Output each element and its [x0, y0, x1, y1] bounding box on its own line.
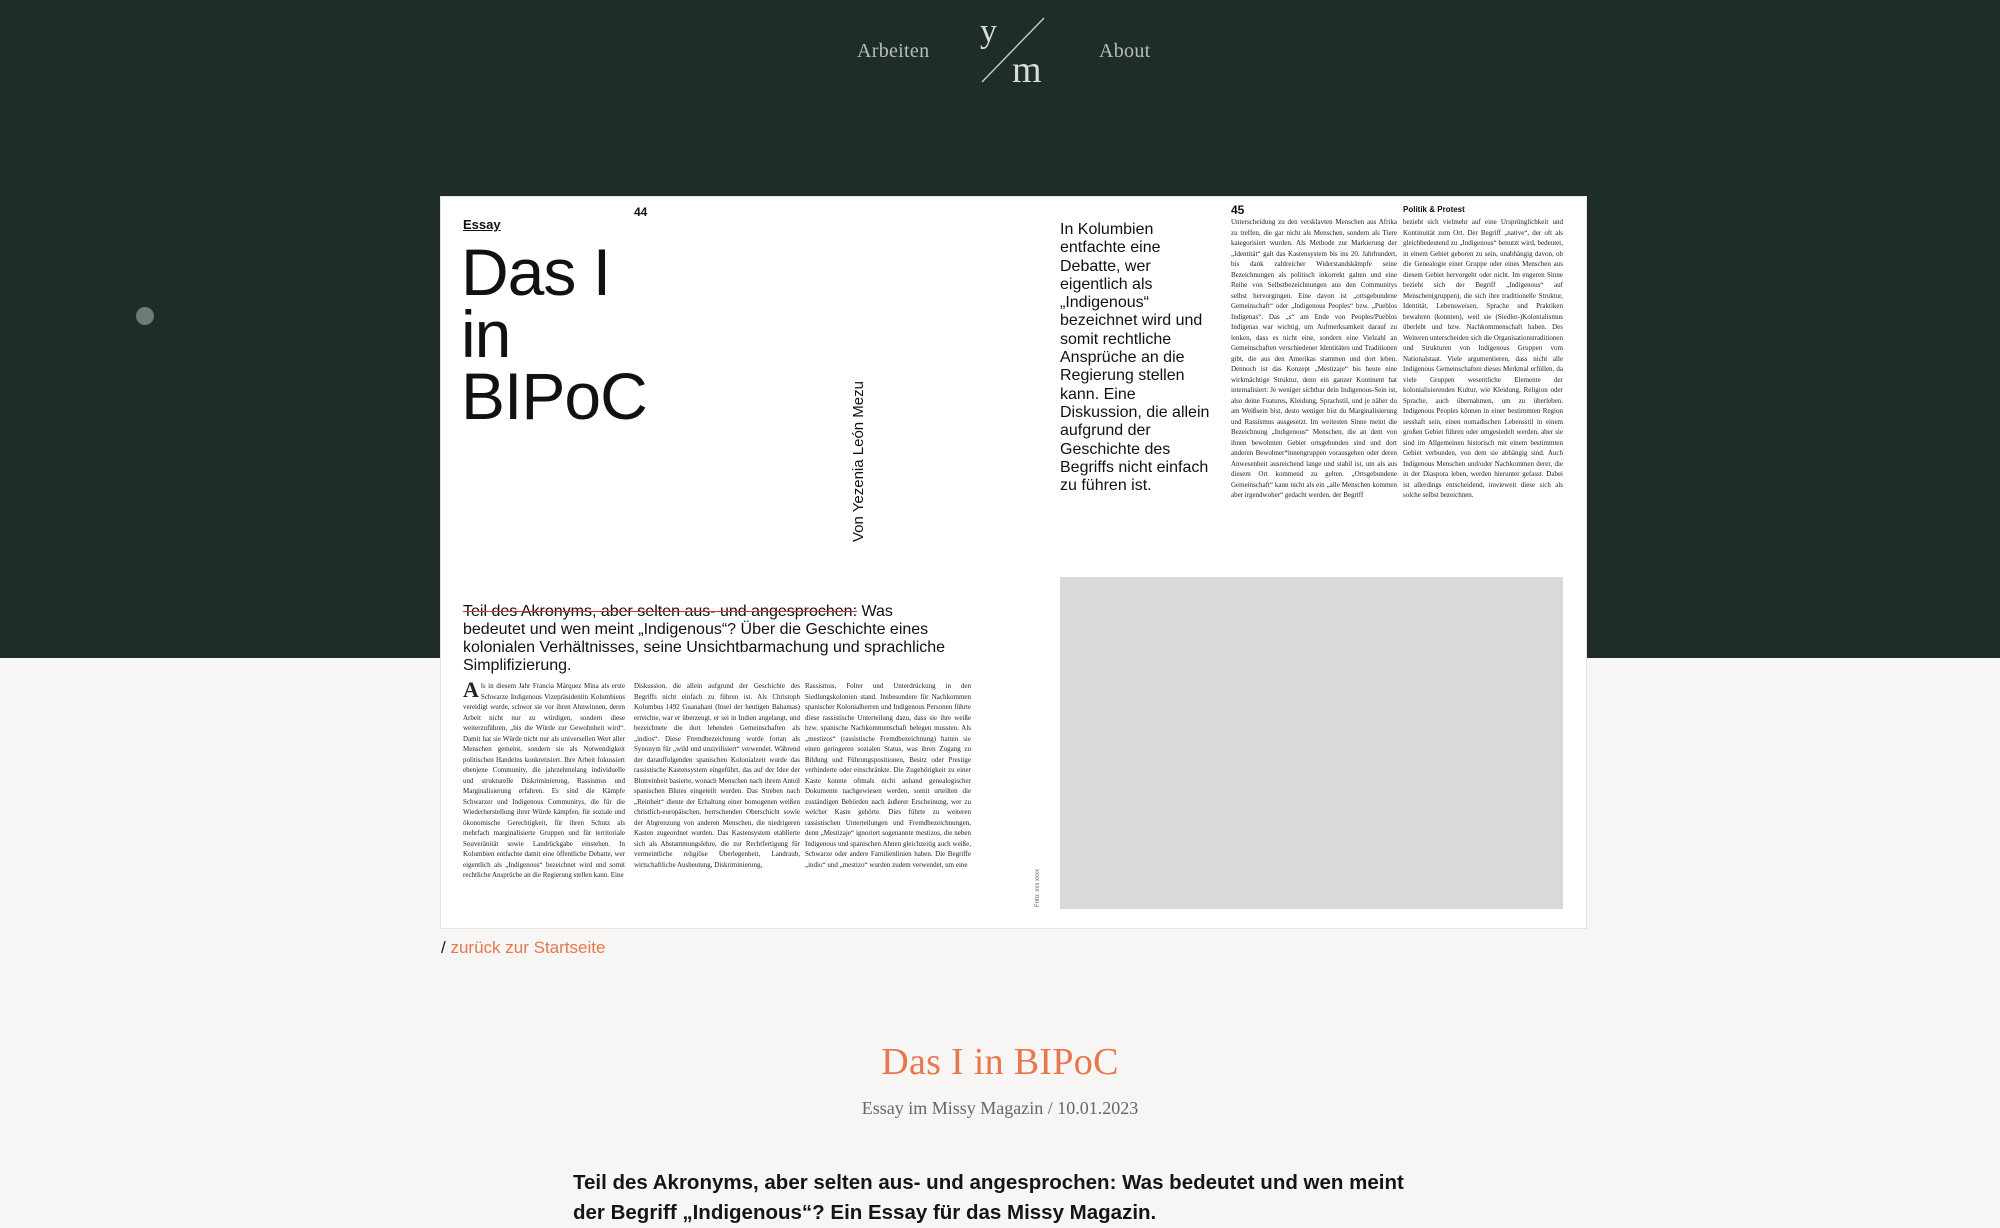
lead-rest-text: Was bedeutet und wen meint „Indigenous“? Über die Geschichte eines kolonialen Verhältnisses, seine Unsichtbarmachung und sprachliche Simplifizierung. [463, 603, 946, 674]
pull-quote: In Kolumbien entfachte eine Debatte, wer eigentlich als „Indigenous“ bezeichnet wird und somit rechtliche Ansprüche an die Regierung stellen kann. Eine Diskussion, die allein aufgrund der Geschichte des Begriffs nicht einfach zu führen ist. [1060, 221, 1210, 495]
back-link-row [441, 938, 605, 958]
title-line-2: in [461, 297, 511, 371]
lead-strike-text: Teil des Akronyms, aber selten aus- und angesprochen: [463, 603, 858, 620]
spread-lead [463, 603, 953, 675]
left-page-number: 44 [634, 205, 648, 219]
drop-cap: A [463, 681, 479, 702]
byline-vertical: Von Yezenia León Mezu [850, 381, 867, 542]
right-page-number: 45 [1231, 203, 1245, 217]
title-line-1: Das I [461, 235, 611, 309]
svg-text:m: m [1012, 49, 1042, 86]
image-placeholder [1060, 577, 1563, 909]
svg-text:y: y [980, 14, 997, 50]
back-to-home-link[interactable]: zurück zur Startseite [450, 938, 606, 957]
magazine-spread-image [441, 197, 1586, 928]
col1-text: ls in diesem Jahr Francia Márquez Mina als erste Schwarze Indigenous Vizepräsidentin Kolumbiens vereidigt wurde, schwor sie vor ihren Ahnwinnen, deren Arbeit nicht nur zu würdigen, sondern diese weiterzuführen, „bis die Würde zur Gewohnheit wird“. Damit hat sie Würde nicht nur als universellen Wert aller Menschen gemeint, sondern sie als Notwendigkeit politischen Handelns konkretisiert. Ihre Arbeit fokussiert ebenjene Community, die jahrzehntelang individuelle und strukturelle Diskriminierung, Rassismus und Marginalisierung erfahren. Es sind die Kämpfe Schwarzer und Indigenous Communitys, die für die Wiederherstellung ihrer Würde kämpfen, für soziale und ökonomische Gerechtigkeit, für ihren Schutz als mehrfach marginalisierte Gruppen und für territoriale Souveränität sowie Landrückgabe einstehen. In Kolumbien entfachte damit eine öffentliche Debatte, wer eigentlich als „Indigenous“ bezeichnet wird und somit rechtliche Ansprüche an die Regierung stellen kann. Eine [463, 682, 625, 879]
article-subtitle: Essay im Missy Magazin / 10.01.2023 [861, 1098, 1139, 1118]
spread-title [461, 235, 647, 433]
spread-category: Essay [463, 217, 501, 232]
article-lead: Teil des Akronyms, aber selten aus- und angesprochen: Was bedeutet und wen meint der Begriff „Indigenous“? Ein Essay für das Missy Magazin. [573, 1171, 1404, 1224]
text-column-3: Rassismus, Folter und Unterdrückung in den Siedlungskolonien stand. Insbesondere für Nachkommen spanischer Kolonialherren und Indigenous Personen führte diese rassistische Unterteilung dazu, dass sie ihre weiße bzw. spanische Nachkommenschaft belegen mussten. Als „mestizos“ (rassistische Fremdbezeichnung) hatten sie einen geringeren sozialen Status, was ihren Zugang zu Bildung und Führungspositionen, Besitz oder Prestige verhinderte oder einschränkte. Die Zugehörigkeit zu einer Kaste konnte oftmals nicht anhand genealogischer Dokumente nachgewiesen werden, somit urteilten die zuständigen Behörden nach äußerer Erscheinung, wer zu welcher Kaste gehörte. Dies führte zu weiteren rassistischen Unterteilungen und Fremdbezeichnungen, denn „Mestizaje“ ignoriert sogenannte mestizos, die neben Indigenous und spanischen Ahnen gleichzeitig auch weiße, Schwarze oder andere Familienlinien haben. Die Begriffe „indio“ und „mestizo“ wurden zudem verwendet, um eine [805, 682, 971, 869]
back-prefix: / [441, 938, 446, 957]
text-column-4: Unterscheidung zu den versklavten Menschen aus Afrika zu treffen, die gar nicht als Menschen, sondern als Tiere kategorisiert wurden. Als Methode zur Markierung der „Identität“ galt das Kastensystem bis ins 20. Jahrhundert, bis dank zahlreicher Widerstandskämpfe seine Bezeichnungen als politisch inkorrekt galten und eine Reihe von Selbstbezeichnungen aus den Communitys selbst hervorgingen. Eine davon ist „ortsgebundene Gemeinschaft“ oder „Indigenous Peoples“ bzw. „Pueblos Indígenas“. Das „s“ am Ende von Peoples/Pueblos Indígenas war wichtig, um Aufmerksamkeit darauf zu lenken, dass es nicht eine, sondern eine Vielzahl an Gemeinschaften verschiedener Identitäten und Traditionen gibt, die aus den Amerikas stammen und dort leben. Dennoch ist das Konzept „Mestizaje“ bis heute eine wirkmächtige Struktur, denn ein ganzer Kontinent hat internalisiert: Je weniger sichtbar dein Indigenous-Sein ist, also deine Features, Kleidung, Sprachstil, und je näher du am Weißsein bist, desto weniger bist du Marginalisierung und Rassismus ausgesetzt. Im weitesten Sinne meint die Bezeichnung „Indigenous“ Menschen, die an dem von ihnen bewohnten Gebiet ortsgebunden sind und dort anderen Bewohner*innengruppen vorausgehen oder deren Anwesenheit ausreichend lange und stabil ist, um als aus diesem Ort kommend zu gelten. „Ortsgebundene Gemeinschaft“ kann nicht als ein „alle Menschen kommen aber irgendwoher“ gedacht werden, der Begriff [1231, 218, 1397, 499]
photo-credit: Foto: xxx xxxx [1035, 868, 1041, 907]
nav-arbeiten-link[interactable]: Arbeiten [857, 40, 930, 62]
ym-logo-icon[interactable] [978, 14, 1048, 86]
article-title: Das I in BIPoC [881, 1041, 1119, 1083]
section-label: Politik & Protest [1403, 205, 1465, 214]
title-line-3: BIPoC [461, 359, 647, 433]
text-column-1 [463, 681, 625, 917]
scroll-indicator-dot[interactable] [136, 307, 154, 325]
text-column-5: bezieht sich vielmehr auf eine Ursprünglichkeit und Kontinuität zum Ort. Der Begriff „native“, der oft als gleichbedeutend zu „Indigenous“ benutzt wird, bedeutet, in einem Gebiet geboren zu sein, unabhängig davon, ob die Genealogie einer Gruppe oder eines Menschen aus diesem Gebiet hervorgeht oder nicht. Im engeren Sinne bezieht sich der Begriff „Indigenous“ auf Menschen(gruppen), die sich ihre traditionelle Struktur, Identität, Lebensweisen, Sprache und Praktiken bewahren (konnten), weil sie (Siedler-)Kolonialismus überlebt und bzw. Nachkommenschaft haben. Des Weiteren unterscheiden sich die Organisationstraditionen und Strukturen von Indigenous Gruppen vom Nationalstaat. Viele argumentieren, dass nicht alle Indigenous Gemeinschaften dieses Merkmal erfüllen, da viele Gruppen wesentliche Elemente der kolonialisierenden Kultur, wie Kleidung, Religion oder Sprache, auch übernahmen, um zu überleben. Indigenous Peoples können in einer bestimmten Region sesshaft sein, einen nomadischen Lebensstil in einem großen Gebiet führen oder umgesiedelt werden, aber sie sind im Allgemeinen historisch mit einem bestimmten Gebiet verbunden, von dem sie abhängig sind. Auch Indigenous Menschen und/oder Nachkommen derer, die in der Diaspora leben, werden hierunter gefasst. Dabei ist allerdings entscheidend, inwieweit diese sich als solche selbst bezeichnen. [1403, 218, 1563, 499]
nav-about-link[interactable]: About [1099, 40, 1151, 62]
text-column-2: Diskussion, die allein aufgrund der Geschichte des Begriffs nicht einfach zu führen ist. Als Christoph Kolumbus 1492 Guanahani (Insel der heutigen Bahamas) erreichte, war er überzeugt, er sei in Indien angelangt, und bezeichnete die dort lebenden Gemeinschaften als „indios“. Diese Fremdbezeichnung wurde fortan als Synonym für „wild und unzivilisiert“ verwendet. Während der darauffolgenden spanischen Kolonialzeit wurde das rassistische Kastensystem eingeführt, das auf der Idee der Blutreinheit basierte, wonach Menschen nach ihrem Anteil spanischen Blutes eingeteilt wurden. Das Streben nach „Reinheit“ diente der Erhaltung einer homogenen weißen christlich-europäischen, herrschenden Oberschicht sowie der Abgrenzung von anderen Menschen, die niedrigeren Kasten zugeordnet wurden. Das Kastensystem etablierte sich als Abstammungslehre, die zur Rechtfertigung für vermeintliche religiöse Überlegenheit, Landraub, wirtschaftliche Ausbeutung, Diskriminierung, [634, 682, 800, 869]
